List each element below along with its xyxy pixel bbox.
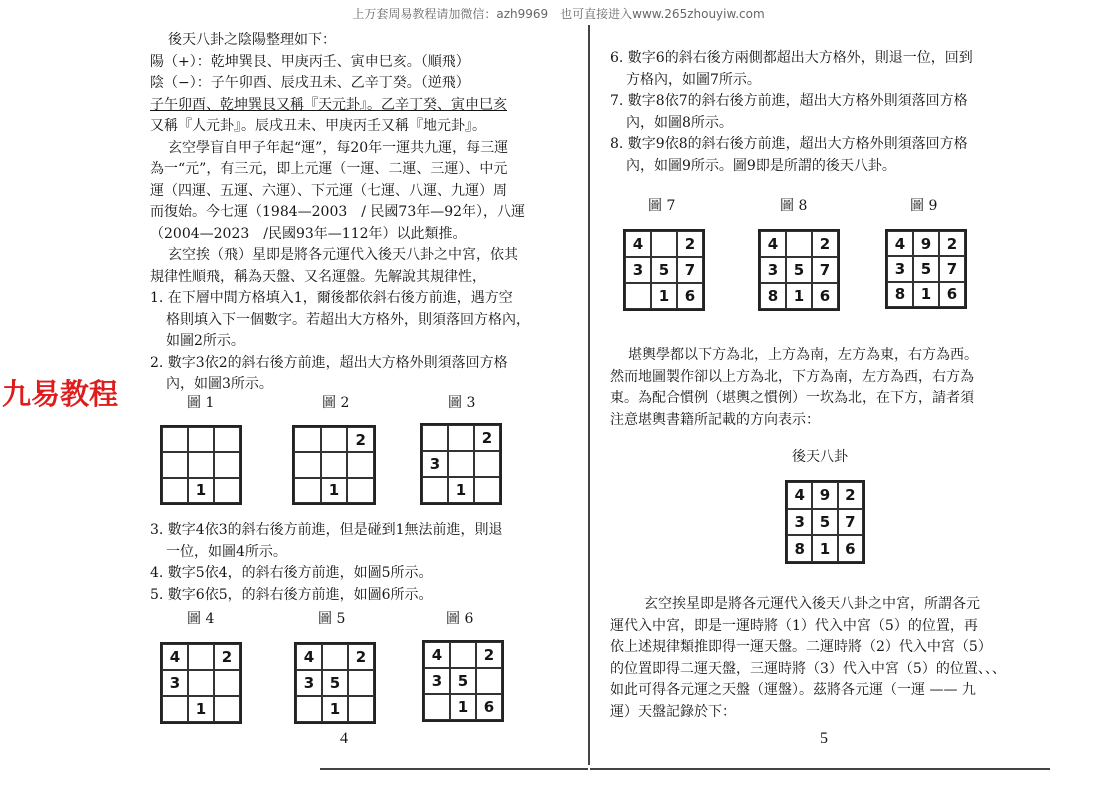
- text-line: 運（四運、五運、六運）、下元運（七運、八運、九運）周: [150, 182, 507, 199]
- grid-cell: 9: [913, 231, 939, 256]
- grid-cell: 7: [939, 256, 965, 281]
- grid-cell: [162, 452, 188, 477]
- grid-cell: [162, 427, 188, 452]
- grid-cell: [188, 644, 214, 670]
- grid-cell: [321, 427, 348, 452]
- grid-cell: 5: [913, 256, 939, 281]
- grid-cell: [214, 478, 240, 503]
- text-line: 運）天盤記錄於下：: [610, 703, 736, 720]
- text-line: 玄空挨（飛）星即是將各元運代入後天八卦之中宮，依其: [168, 247, 518, 263]
- text-line: 規律性順飛，稱為天盤、又名運盤。先解說其規律性，: [150, 268, 486, 285]
- text-line: 子午卯酉、乾坤巽艮又稱『天元卦』。乙辛丁癸、寅申巳亥: [150, 96, 507, 113]
- right-page-directions: [610, 345, 1035, 431]
- left-page-steps: [150, 520, 580, 606]
- grid-cell: 3: [162, 670, 188, 696]
- grid-cell: 8: [787, 535, 812, 562]
- grid-cell: 5: [812, 509, 837, 536]
- grid-cell: 2: [939, 231, 965, 256]
- text-line: 格則填入下一個數字。若超出大方格外，則須落回方格內，: [166, 311, 530, 328]
- grid-cell: 4: [162, 644, 188, 670]
- grid-cell: 8: [760, 283, 786, 309]
- grid-cell: 3: [787, 509, 812, 536]
- grid-cell: [294, 427, 321, 452]
- text-line: 運代入中宮，即是一運時將（1）代入中宮（5）的位置，再: [610, 617, 978, 634]
- bottom-rule-left: [320, 768, 588, 770]
- grid-cell: 7: [812, 257, 838, 283]
- grid-cell: 5: [450, 668, 476, 694]
- grid-cell: [214, 696, 240, 722]
- figure-caption: 圖 8: [780, 198, 808, 214]
- figure-caption: 圖 5: [318, 611, 346, 627]
- text-line: 5. 數字6依5，的斜右後方前進，如圖6所示。: [150, 586, 433, 603]
- text-line: 陽（+）：乾坤巽艮、甲庚丙壬、寅申巳亥。（順飛）: [150, 53, 470, 70]
- grid-cell: 1: [188, 696, 214, 722]
- magic-square-figure-1: [160, 425, 242, 505]
- grid-cell: [162, 696, 188, 722]
- grid-cell: 4: [887, 231, 913, 256]
- grid-cell: [162, 478, 188, 503]
- right-page-conclusion: [610, 594, 1035, 723]
- text-line: 如圖2所示。: [166, 333, 245, 349]
- text-line: 內，如圖8所示。: [626, 114, 733, 131]
- grid-cell: 9: [812, 482, 837, 509]
- page-number-right: 5: [820, 730, 828, 747]
- watermark-logo: 九易教程: [2, 377, 119, 411]
- text-line: 而復始。今七運（1984—2003 / 民國73年—92年），八運: [150, 204, 526, 220]
- bagua-square: [785, 480, 865, 564]
- text-line: 注意堪輿書籍所記載的方向表示：: [610, 411, 820, 428]
- text-line: 如此可得各元運之天盤（運盤）。茲將各元運（一運 —— 九: [610, 682, 976, 698]
- grid-cell: [422, 477, 448, 503]
- header-banner: 上万套周易教程请加微信：azh9969 也可直接进入www.265zhouyiw.com: [352, 7, 765, 21]
- grid-cell: 2: [347, 427, 374, 452]
- grid-cell: [450, 642, 476, 668]
- grid-cell: 4: [625, 231, 651, 257]
- text-line: 內，如圖9所示。圖9即是所謂的後天八卦。: [626, 157, 896, 174]
- text-line: 1. 在下層中間方格填入1，爾後都依斜右後方前進，遇方空: [150, 290, 513, 306]
- grid-cell: 4: [296, 644, 322, 670]
- grid-cell: 3: [625, 257, 651, 283]
- magic-square-figure-3: [420, 423, 502, 505]
- text-line: 陰（−）：子午卯酉、辰戌丑未、乙辛丁癸。（逆飛）: [150, 75, 470, 91]
- magic-square-figure-7: [623, 229, 705, 311]
- text-line: 7. 數字8依7的斜右後方前進，超出大方格外則須落回方格: [610, 93, 968, 109]
- grid-cell: 2: [476, 642, 502, 668]
- text-line: 4. 數字5依4，的斜右後方前進，如圖5所示。: [150, 565, 433, 581]
- text-line: 方格內，如圖7所示。: [626, 71, 761, 88]
- grid-cell: 6: [939, 282, 965, 307]
- text-line: 8. 數字9依8的斜右後方前進，超出大方格外則須落回方格: [610, 136, 968, 152]
- bottom-rule-right: [590, 768, 1050, 770]
- grid-cell: [448, 451, 474, 477]
- grid-cell: 4: [787, 482, 812, 509]
- grid-cell: 7: [838, 509, 863, 536]
- figure-caption: 圖 7: [648, 198, 676, 214]
- magic-square-figure-5: [294, 642, 376, 724]
- grid-cell: 1: [786, 283, 812, 309]
- grid-cell: [448, 425, 474, 451]
- grid-cell: 7: [677, 257, 703, 283]
- grid-cell: 3: [760, 257, 786, 283]
- grid-cell: 4: [424, 642, 450, 668]
- grid-cell: [294, 478, 321, 503]
- magic-square-figure-9: [885, 229, 967, 309]
- grid-cell: 1: [321, 478, 348, 503]
- text-line: 然而地圖製作卻以上方為北，下方為南，左方為西，右方為: [610, 368, 974, 385]
- grid-cell: [294, 452, 321, 477]
- figure-caption: 圖 4: [187, 611, 215, 627]
- figure-caption: 圖 2: [322, 395, 350, 411]
- grid-cell: [348, 670, 374, 696]
- grid-cell: 4: [760, 231, 786, 257]
- grid-cell: [347, 478, 374, 503]
- grid-cell: [214, 452, 240, 477]
- grid-cell: 2: [812, 231, 838, 257]
- grid-cell: [188, 670, 214, 696]
- text-line: 為一“元”，有三元，即上元運（一運、二運、三運）、中元: [150, 161, 508, 177]
- grid-cell: 3: [887, 256, 913, 281]
- grid-cell: 5: [786, 257, 812, 283]
- grid-cell: 5: [322, 670, 348, 696]
- grid-cell: 6: [476, 694, 502, 720]
- page-number-left: 4: [340, 730, 348, 747]
- grid-cell: [321, 452, 348, 477]
- figure-caption: 圖 6: [446, 611, 474, 627]
- left-page: [150, 30, 580, 396]
- grid-cell: 6: [677, 283, 703, 309]
- grid-cell: [424, 694, 450, 720]
- right-page-steps: [610, 48, 1035, 177]
- text-line: 東。為配合慣例（堪輿之慣例）一坎為北，在下方，請者須: [610, 390, 974, 406]
- grid-cell: [474, 451, 500, 477]
- figure-caption: 圖 1: [187, 395, 215, 411]
- text-line: 又稱『人元卦』。辰戌丑未、甲庚丙壬又稱『地元卦』。: [150, 118, 486, 134]
- grid-cell: [651, 231, 677, 257]
- grid-cell: 1: [448, 477, 474, 503]
- magic-square-figure-2: [292, 425, 376, 505]
- grid-cell: [348, 696, 374, 722]
- figure-caption: 圖 9: [910, 198, 938, 214]
- grid-cell: 1: [188, 478, 214, 503]
- text-line: 6. 數字6的斜右後方兩側都超出大方格外，則退一位，回到: [610, 50, 973, 66]
- grid-cell: [422, 425, 448, 451]
- grid-cell: [625, 283, 651, 309]
- grid-cell: [296, 696, 322, 722]
- grid-cell: [786, 231, 812, 257]
- grid-cell: 6: [838, 535, 863, 562]
- grid-cell: 3: [422, 451, 448, 477]
- grid-cell: 2: [677, 231, 703, 257]
- grid-cell: [214, 670, 240, 696]
- grid-cell: 8: [887, 282, 913, 307]
- figure-caption: 圖 3: [448, 395, 476, 411]
- grid-cell: 2: [348, 644, 374, 670]
- grid-cell: 1: [651, 283, 677, 309]
- grid-cell: [188, 427, 214, 452]
- text-line: 玄空挨星即是將各元運代入後天八卦之中宮，所謂各元: [644, 596, 980, 612]
- grid-cell: [322, 644, 348, 670]
- grid-cell: 3: [424, 668, 450, 694]
- text-line: 內，如圖3所示。: [166, 376, 273, 392]
- grid-cell: 2: [214, 644, 240, 670]
- text-line: 依上述規律類推即得一運天盤。二運時將（2）代入中宮（5）: [610, 639, 992, 655]
- magic-square-figure-6: [422, 640, 504, 722]
- magic-square-figure-4: [160, 642, 242, 724]
- grid-cell: 1: [913, 282, 939, 307]
- text-line: 玄空學盲自甲子年起“運”，每20年一運共九運，每三運: [168, 139, 509, 156]
- grid-cell: 3: [296, 670, 322, 696]
- bagua-title: 後天八卦: [792, 449, 848, 465]
- text-line: 一位，如圖4所示。: [166, 543, 287, 560]
- text-line: （2004—2023 /民國93年—112年）以此類推。: [150, 225, 467, 242]
- grid-cell: 1: [812, 535, 837, 562]
- magic-square-figure-8: [758, 229, 840, 311]
- grid-cell: [214, 427, 240, 452]
- text-line: 後天八卦之陰陽整理如下：: [168, 32, 336, 48]
- grid-cell: 1: [450, 694, 476, 720]
- grid-cell: 6: [812, 283, 838, 309]
- grid-cell: [476, 668, 502, 694]
- grid-cell: [474, 477, 500, 503]
- grid-cell: [347, 452, 374, 477]
- grid-cell: [188, 452, 214, 477]
- grid-cell: 2: [838, 482, 863, 509]
- page-divider: [588, 25, 590, 765]
- text-line: 2. 數字3依2的斜右後方前進，超出大方格外則須落回方格: [150, 354, 508, 371]
- grid-cell: 1: [322, 696, 348, 722]
- text-line: 3. 數字4依3的斜右後方前進，但是碰到1無法前進，則退: [150, 522, 503, 538]
- text-line: 堪輿學都以下方為北，上方為南，左方為東，右方為西。: [628, 347, 978, 363]
- text-line: 的位置即得二運天盤，三運時將（3）代入中宮（5）的位置、、、: [610, 660, 1006, 677]
- grid-cell: 2: [474, 425, 500, 451]
- grid-cell: 5: [651, 257, 677, 283]
